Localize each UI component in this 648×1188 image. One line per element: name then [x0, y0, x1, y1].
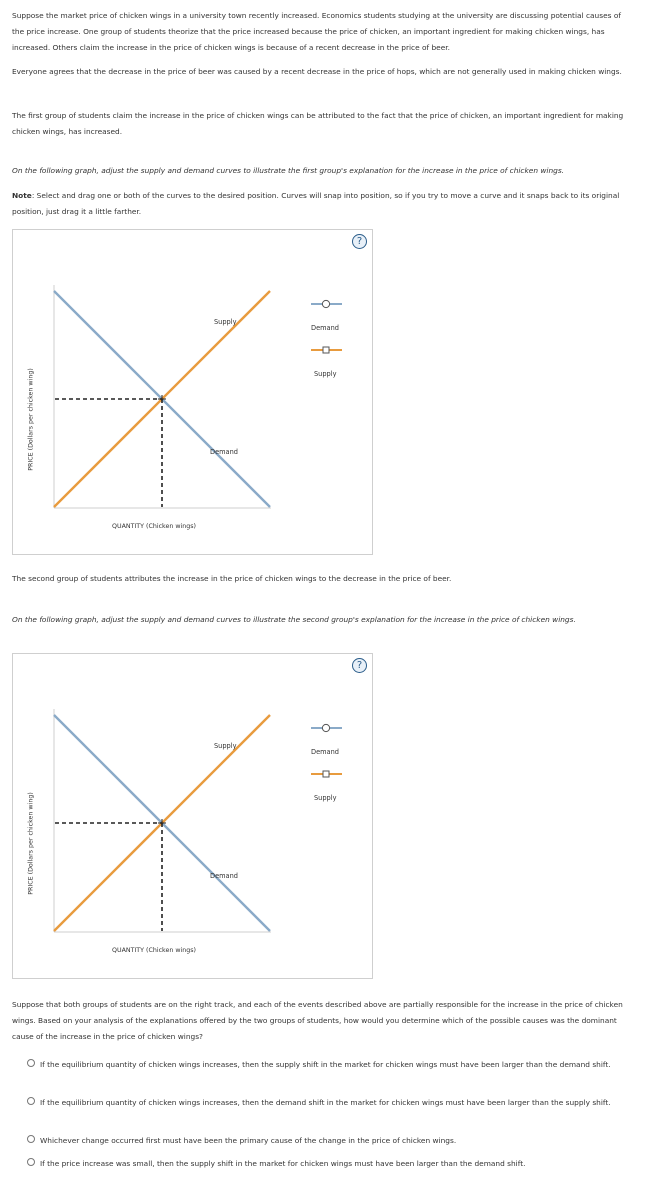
- graph1-svg: [13, 230, 374, 556]
- graph1-legend-supply-label: Supply: [314, 370, 337, 378]
- radio-button[interactable]: [27, 1158, 35, 1166]
- graph1-demand-label: Demand: [210, 448, 238, 456]
- radio-button[interactable]: [27, 1097, 35, 1105]
- answer-option-3[interactable]: [40, 1133, 618, 1148]
- answer-option-4-label: If the price increase was small, then the supply shift in the market for chicken wings must have been larger than the demand shift.: [40, 1159, 526, 1168]
- graph2-y-axis-label: PRICE (Dollars per chicken wing): [27, 792, 35, 895]
- graph1-legend-demand-marker[interactable]: [311, 300, 342, 307]
- answer-option-2[interactable]: [40, 1095, 618, 1110]
- question-text: Suppose that both groups of students are on the right track, and each of the events described above are partially responsible for the increase in the price of chicken wings. Based on your analysis of the explanations offered by the two groups of students, how would you determine which of the possible causes was the dominant cause of the increase in the price of chicken wings?: [12, 1000, 623, 1041]
- graph2-legend-supply-marker[interactable]: [311, 771, 342, 777]
- graph2-demand-label: Demand: [210, 872, 238, 880]
- graph2-legend-supply-label: Supply: [314, 794, 337, 802]
- intro-paragraph-3: The first group of students claim the increase in the price of chicken wings can be attributed to the fact that the price of chicken, an important ingredient for making chicken wings, has increased.: [12, 111, 624, 136]
- graph1-note: [12, 188, 627, 220]
- answer-option-3-label: Whichever change occurred first must have been the primary cause of the change in the price of chicken wings.: [40, 1136, 457, 1145]
- answer-option-4[interactable]: [40, 1156, 618, 1171]
- help-icon[interactable]: ?: [352, 234, 367, 249]
- graph2-panel: [12, 653, 373, 979]
- graph1-panel: [12, 229, 373, 555]
- graph1-instruction: On the following graph, adjust the supply and demand curves to illustrate the first group's explanation for the increase in the price of chicken wings.: [12, 166, 565, 175]
- radio-button[interactable]: [27, 1135, 35, 1143]
- section2-text: The second group of students attributes the increase in the price of chicken wings to the decrease in the price of beer.: [12, 574, 452, 583]
- help-icon[interactable]: ?: [352, 658, 367, 673]
- answer-option-1-label: If the equilibrium quantity of chicken wings increases, then the supply shift in the market for chicken wings must have been larger than the demand shift.: [40, 1060, 611, 1069]
- graph1-legend-supply-marker[interactable]: [311, 347, 342, 353]
- graph2-x-axis-label: QUANTITY (Chicken wings): [112, 947, 196, 954]
- graph2-instruction: On the following graph, adjust the supply and demand curves to illustrate the second group's explanation for the increase in the price of chicken wings.: [12, 615, 576, 624]
- answer-option-2-label: If the equilibrium quantity of chicken wings increases, then the demand shift in the market for chicken wings must have been larger than the supply shift.: [40, 1098, 611, 1107]
- radio-button[interactable]: [27, 1059, 35, 1067]
- note-text: : Select and drag one or both of the curves to the desired position. Curves will snap into position, so if you try to move a curve and it snaps back to its original position, just drag it a little farther.: [12, 191, 620, 216]
- answer-option-1[interactable]: [40, 1057, 618, 1072]
- graph1-y-axis-label: PRICE (Dollars per chicken wing): [27, 368, 35, 471]
- graph2-supply-label: Supply: [214, 742, 237, 750]
- graph1-legend-demand-label: Demand: [311, 324, 339, 332]
- graph1-supply-label: Supply: [214, 318, 237, 326]
- graph2-legend-demand-label: Demand: [311, 748, 339, 756]
- intro-paragraph-2: Everyone agrees that the decrease in the price of beer was caused by a recent decrease in the price of hops, which are not generally used in making chicken wings.: [12, 67, 622, 76]
- graph2-legend-demand-marker[interactable]: [311, 724, 342, 731]
- intro-paragraph-1: Suppose the market price of chicken wings in a university town recently increased. Economics students studying at the university are discussing potential causes of the price increase. One group of students theorize that the price increased because the price of chicken, an important ingredient for making chicken wings, has increased. Others claim the increase in the price of chicken wings is because of a recent decrease in the price of beer.: [12, 11, 621, 52]
- note-label: Note: [12, 191, 32, 200]
- graph2-svg: [13, 654, 374, 980]
- graph1-x-axis-label: QUANTITY (Chicken wings): [112, 523, 196, 530]
